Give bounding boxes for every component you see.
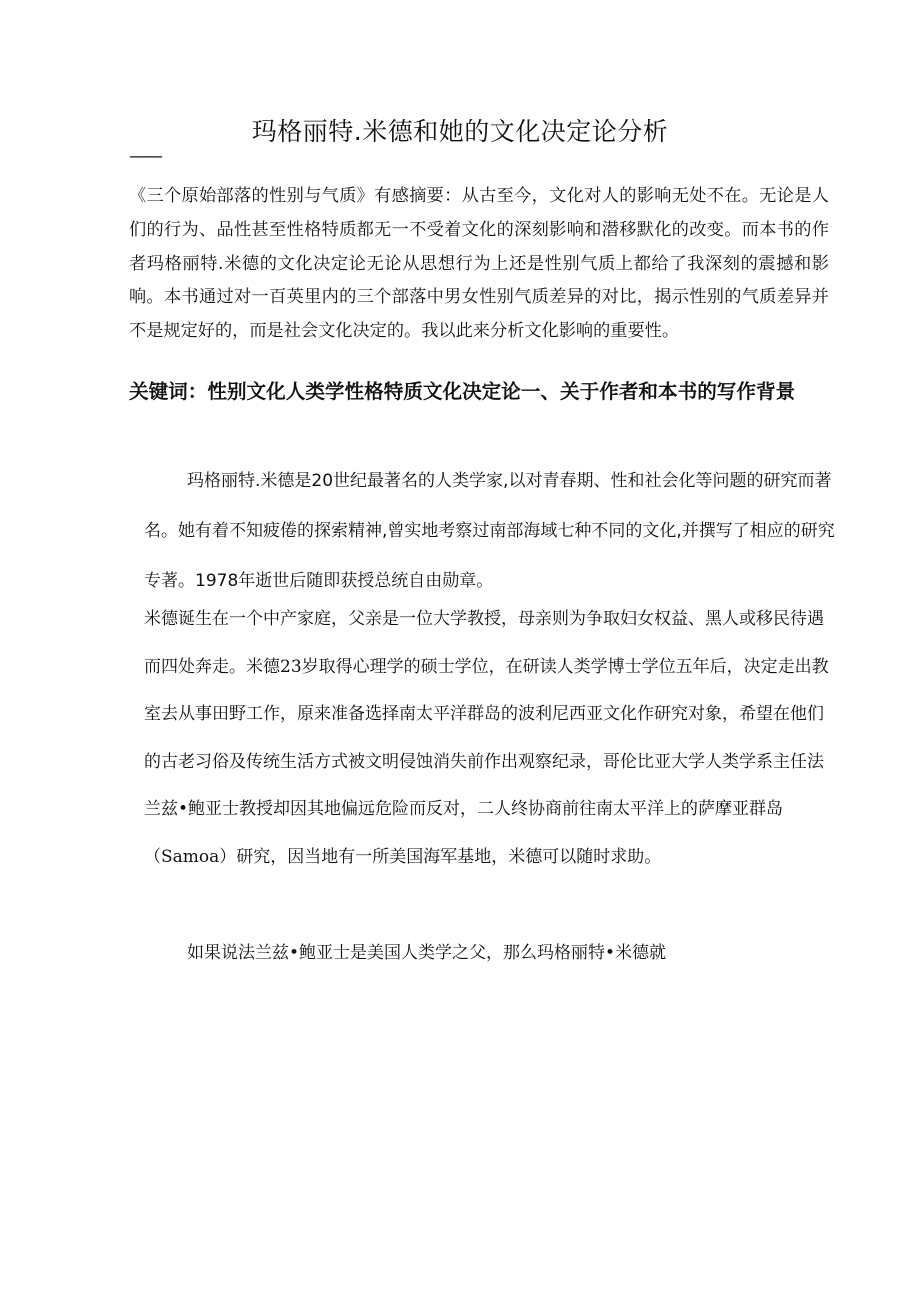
keywords-heading: 关键词：性别文化人类学性格特质文化决定论一、关于作者和本书的写作背景 (129, 380, 796, 403)
body-paragraph-2: 米德诞生在一个中产家庭，父亲是一位大学教授，母亲则为争取妇女权益、黑人或移民待遇而四处奔走。米德23岁取得心理学的硕士学位，在研读人类学博士学位五年后，决定走出教室去从事田野工作，原来准备选择南太平洋群岛的波利尼西亚文化作研究对象，希望在他们的古老习俗及传统生活方式被文明侵蚀消失前作出观察纪录，哥伦比亚大学人类学系主任法兰兹•鲍亚士教授却因其地偏远危险而反对，二人终协商前往南太平洋上的萨摩亚群岛（Samoa）研究，因当地有一所美国海军基地，米德可以随时求助。 (144, 609, 829, 867)
body-paragraph-1: 玛格丽特.米德是20世纪最著名的人类学家,以对青春期、性和社会化等问题的研究而著名。她有着不知疲倦的探索精神,曾实地考察过南部海域七种不同的文化,并撰写了相应的研究专著。1978年逝世后随即获授总统自由勋章。 (144, 471, 835, 591)
title-dash: —— (129, 146, 161, 167)
body-paragraph-3: 如果说法兰兹•鲍亚士是美国人类学之父，那么玛格丽特•米德就 (187, 943, 667, 963)
abstract-paragraph: 《三个原始部落的性别与气质》有感摘要：从古至今，文化对人的影响无处不在。无论是人们的行为、品性甚至性格特质都无一不受着文化的深刻影响和潜移默化的改变。而本书的作者玛格丽特.米德的文化决定论无论从思想行为上还是性别气质上都给了我深刻的震撼和影响。本书通过对一百英里内的三个部落中男女性别气质差异的对比，揭示性别的气质差异并不是规定好的，而是社会文化决定的。我以此来分析文化影响的重要性。 (129, 186, 829, 342)
document-title: 玛格丽特.米德和她的文化决定论分析 (251, 117, 669, 146)
